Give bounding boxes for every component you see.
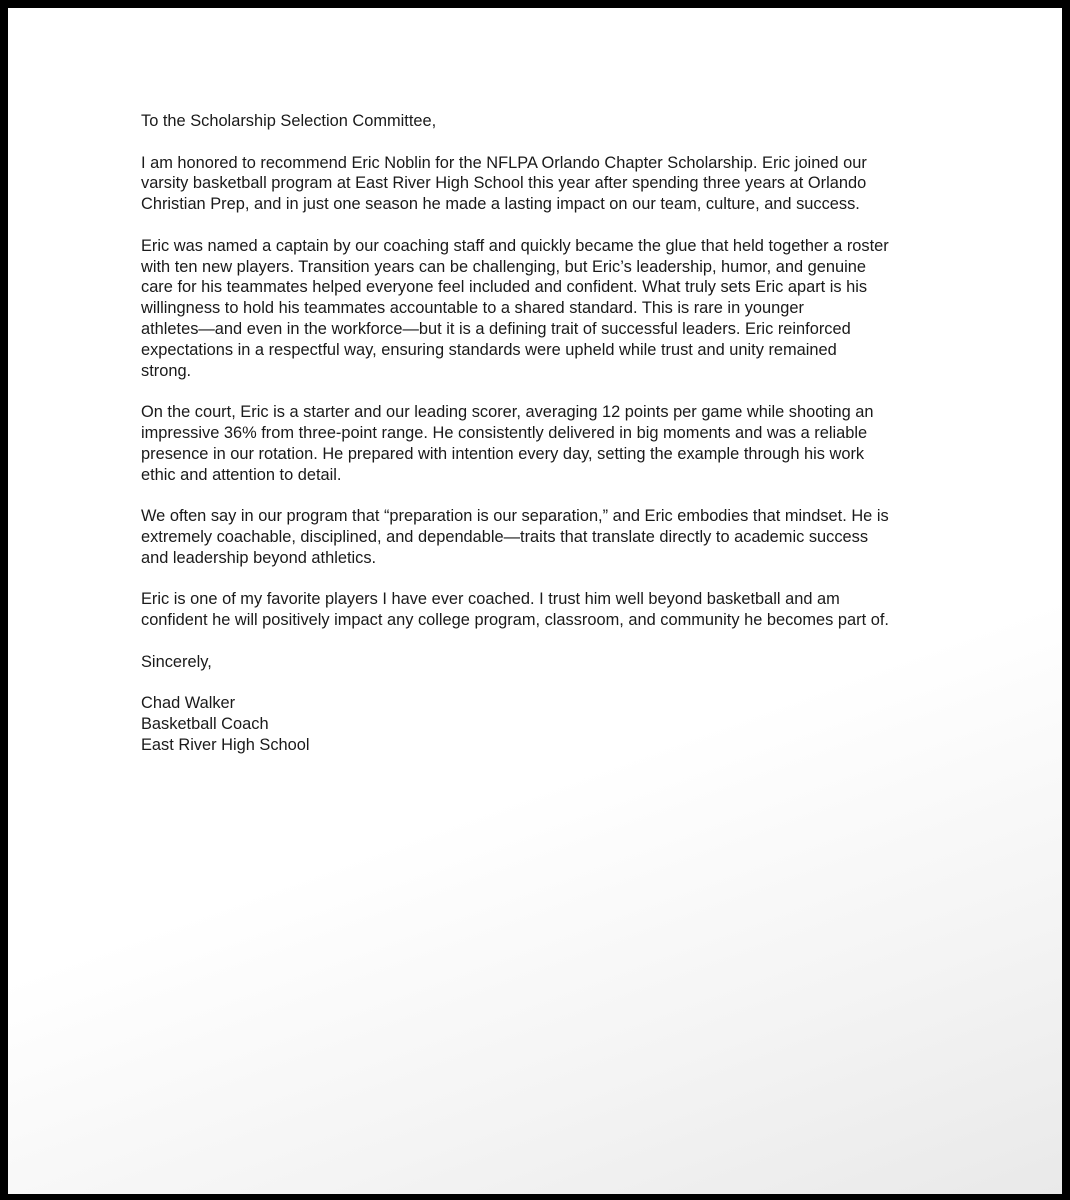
paragraph-line: Eric was named a captain by our coaching staff and quickly became the glue that held together a roster xyxy=(141,236,889,255)
paragraph-line: expectations in a respectful way, ensuring standards were upheld while trust and unity remained xyxy=(141,340,837,359)
signer-title: Basketball Coach xyxy=(141,715,269,734)
salutation-text: To the Scholarship Selection Committee, xyxy=(141,112,437,130)
closing xyxy=(141,652,941,673)
letter-page xyxy=(8,8,1062,1194)
paragraph-line: and leadership beyond athletics. xyxy=(141,548,377,567)
paragraph-line: impressive 36% from three-point range. He consistently delivered in big moments and was a reliable xyxy=(141,423,868,442)
paragraph-line: I am honored to recommend Eric Noblin for the NFLPA Orlando Chapter Scholarship. Eric joined our xyxy=(141,153,867,172)
paragraph-line: We often say in our program that “preparation is our separation,” and Eric embodies that mindset. He is xyxy=(141,507,889,526)
paragraph-line: varsity basketball program at East River High School this year after spending three years at Orlando xyxy=(141,174,867,193)
signer-school: East River High School xyxy=(141,735,310,754)
paragraph-line: Christian Prep, and in just one season he made a lasting impact on our team, culture, and success. xyxy=(141,195,860,214)
paragraph-line: ethic and attention to detail. xyxy=(141,465,342,484)
paragraph-on-court xyxy=(141,402,941,485)
paragraph-conclusion xyxy=(141,589,941,631)
paragraph-line: On the court, Eric is a starter and our leading scorer, averaging 12 points per game while shooting an xyxy=(141,403,874,422)
closing-text: Sincerely, xyxy=(141,652,212,671)
paragraph-line: Eric is one of my favorite players I have ever coached. I trust him well beyond basketball and am xyxy=(141,590,840,609)
salutation xyxy=(141,111,941,132)
paragraph-line: strong. xyxy=(141,361,192,380)
paragraph-preparation xyxy=(141,506,941,568)
paragraph-line: care for his teammates helped everyone feel included and confident. What truly sets Eric apart is his xyxy=(141,278,868,297)
paragraph-line: confident he will positively impact any college program, classroom, and community he becomes part of. xyxy=(141,611,889,630)
paragraph-line: extremely coachable, disciplined, and dependable—traits that translate directly to academic success xyxy=(141,527,869,546)
paragraph-line: with ten new players. Transition years can be challenging, but Eric’s leadership, humor, and genuine xyxy=(141,257,866,276)
signature-block xyxy=(141,693,941,755)
paragraph-line: presence in our rotation. He prepared with intention every day, setting the example through his work xyxy=(141,444,865,463)
recommendation-letter xyxy=(141,111,941,777)
paragraph-introduction xyxy=(141,153,941,215)
signer-name: Chad Walker xyxy=(141,694,236,713)
paragraph-leadership xyxy=(141,236,941,382)
paragraph-line: athletes—and even in the workforce—but it is a defining trait of successful leaders. Eric reinforced xyxy=(141,319,851,338)
paragraph-line: willingness to hold his teammates accountable to a shared standard. This is rare in younger xyxy=(141,299,804,318)
